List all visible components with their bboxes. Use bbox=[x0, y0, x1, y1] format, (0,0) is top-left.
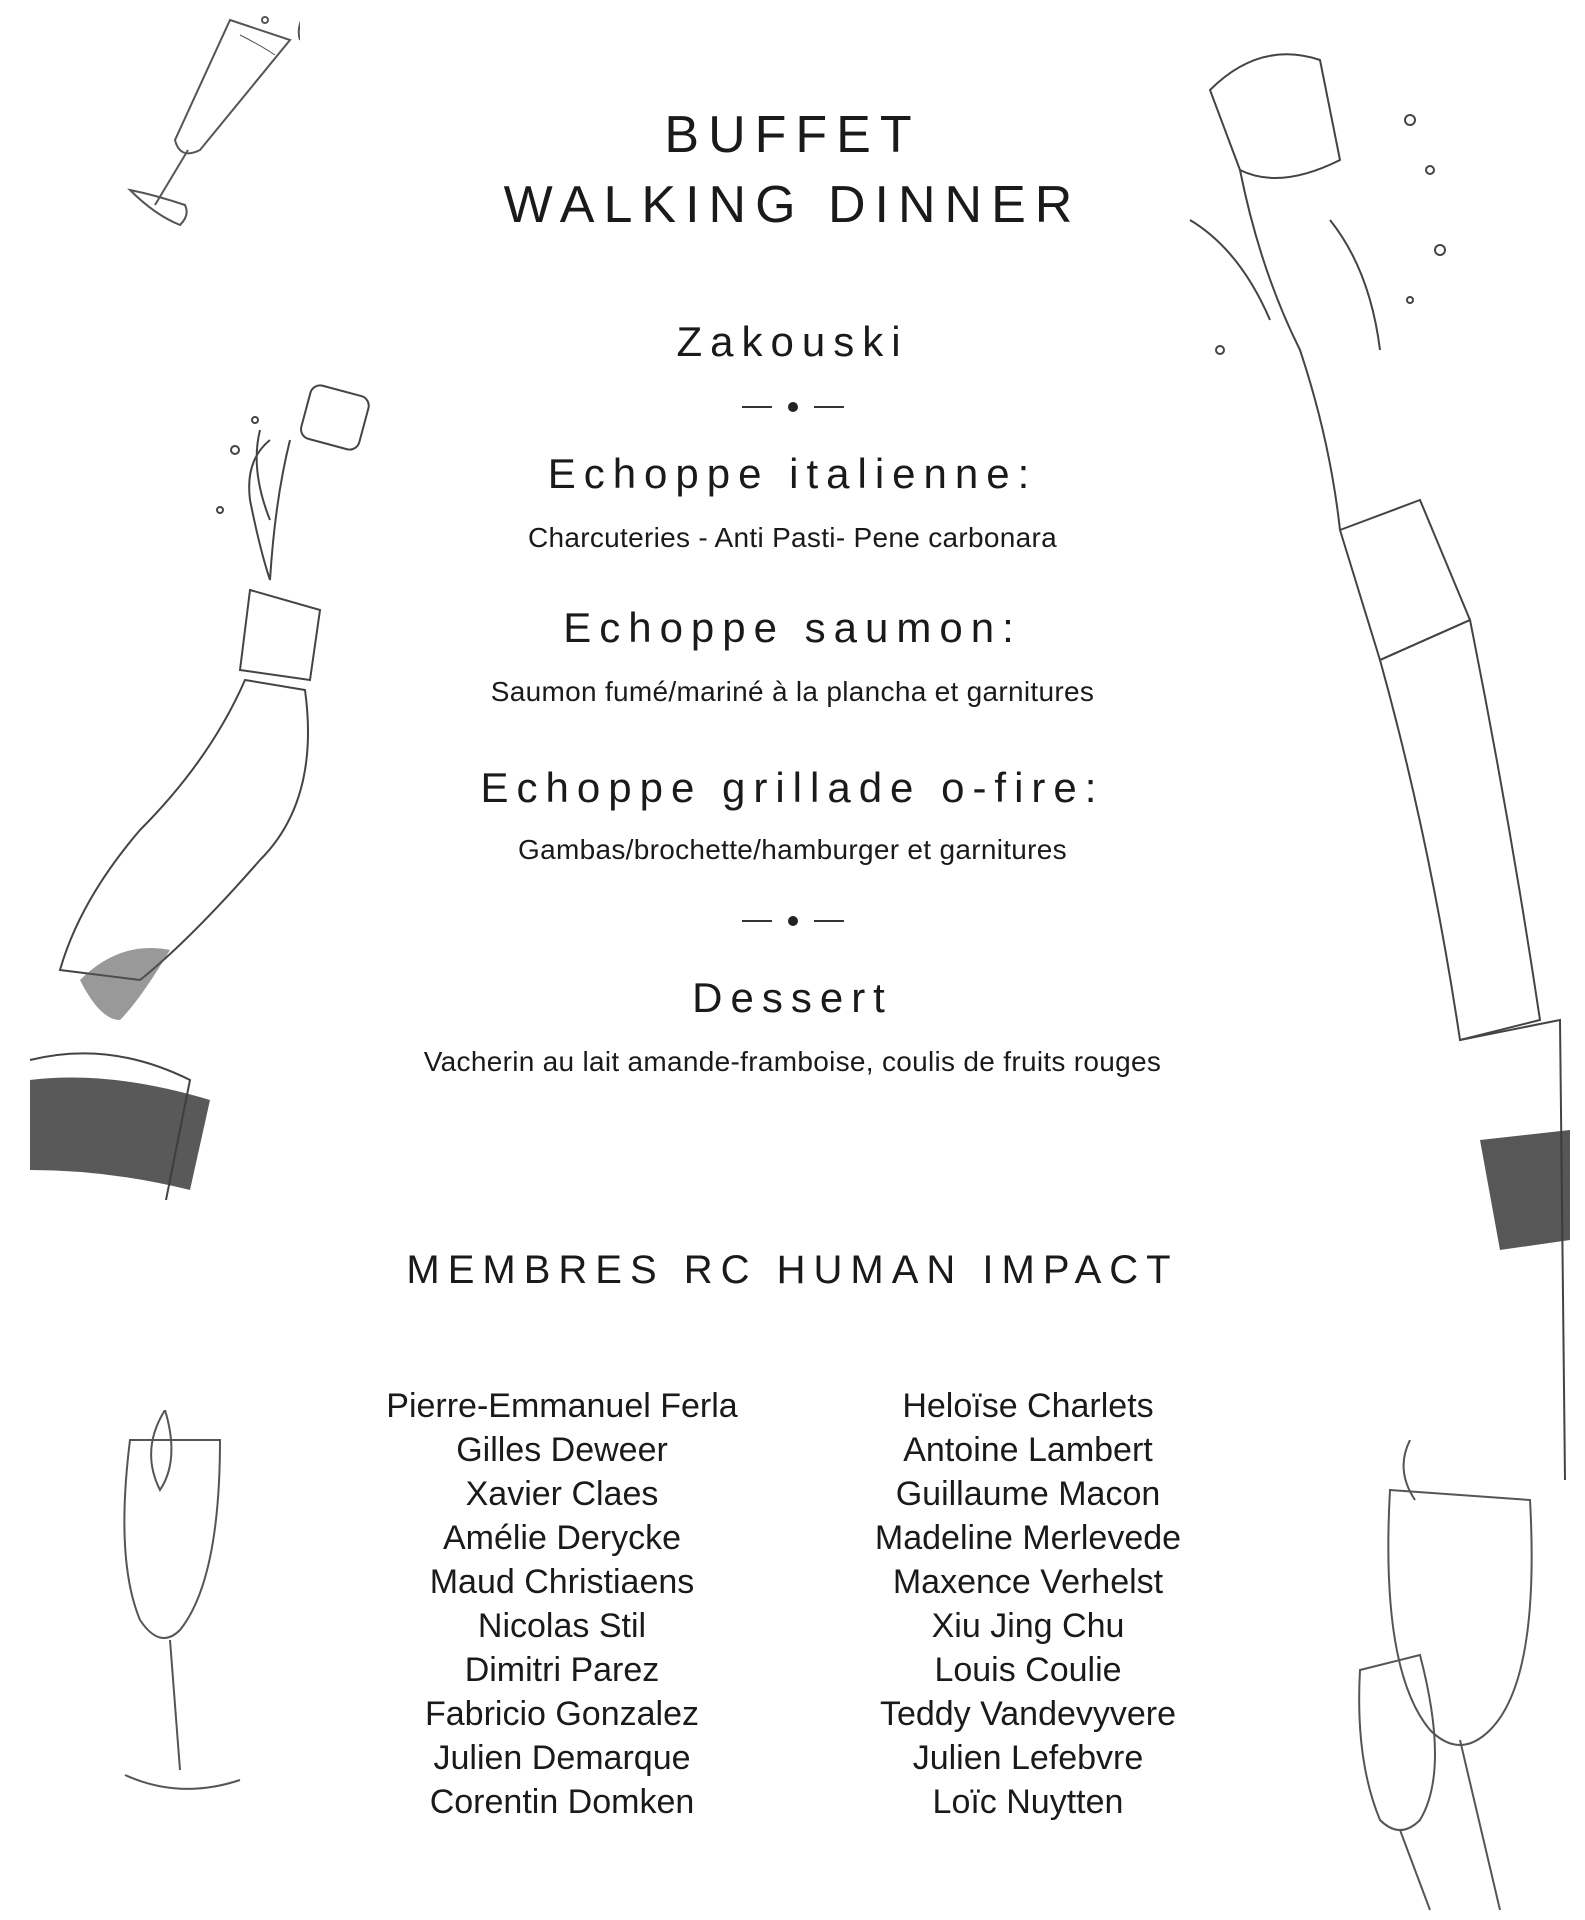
course-zakouski: Zakouski bbox=[676, 318, 909, 365]
member-name: Corentin Domken bbox=[429, 1783, 695, 1821]
clinking-glasses-icon bbox=[1340, 1440, 1585, 1920]
member-name: Maxence Verhelst bbox=[892, 1563, 1164, 1601]
divider bbox=[742, 400, 844, 414]
member-name: Louis Coulie bbox=[934, 1651, 1122, 1689]
members-list-left bbox=[302, 1384, 822, 1824]
member-name: Loïc Nuytten bbox=[932, 1783, 1124, 1821]
divider bbox=[742, 914, 844, 928]
member-name: Fabricio Gonzalez bbox=[424, 1695, 699, 1733]
member-name: Dimitri Parez bbox=[464, 1651, 660, 1689]
title-line-1: BUFFET bbox=[664, 106, 921, 164]
course-grill-title: Echoppe grillade o-fire: bbox=[480, 764, 1105, 811]
member-name: Gilles Deweer bbox=[456, 1431, 668, 1469]
page-title bbox=[0, 100, 1585, 240]
member-name: Xavier Claes bbox=[465, 1475, 659, 1513]
course-salmon-title: Echoppe saumon: bbox=[563, 604, 1022, 651]
course-italian-desc: Charcuteries - Anti Pasti- Pene carbonara bbox=[527, 522, 1057, 553]
member-name: Maud Christiaens bbox=[429, 1563, 695, 1601]
course-grill-desc: Gambas/brochette/hamburger et garnitures bbox=[518, 834, 1067, 865]
member-name: Nicolas Stil bbox=[477, 1607, 647, 1645]
course-salmon-desc: Saumon fumé/mariné à la plancha et garnitures bbox=[490, 676, 1095, 707]
member-name: Guillaume Macon bbox=[895, 1475, 1161, 1513]
member-name: Amélie Derycke bbox=[442, 1519, 682, 1557]
member-name: Julien Demarque bbox=[433, 1739, 691, 1777]
course-dessert-title: Dessert bbox=[692, 974, 893, 1021]
title-line-2: WALKING DINNER bbox=[503, 176, 1082, 234]
course-dessert-desc: Vacherin au lait amande-framboise, coulis de fruits rouges bbox=[423, 1046, 1162, 1077]
course-italian-title: Echoppe italienne: bbox=[547, 450, 1038, 497]
member-name: Madeline Merlevede bbox=[874, 1519, 1182, 1557]
members-title: MEMBRES RC HUMAN IMPACT bbox=[406, 1248, 1179, 1292]
member-name: Antoine Lambert bbox=[903, 1431, 1153, 1469]
member-name: Xiu Jing Chu bbox=[931, 1607, 1125, 1645]
member-name: Pierre-Emmanuel Ferla bbox=[386, 1387, 738, 1425]
member-name: Teddy Vandevyvere bbox=[879, 1695, 1177, 1733]
member-name: Heloïse Charlets bbox=[902, 1387, 1154, 1425]
members-list-right bbox=[768, 1384, 1288, 1824]
champagne-glass-icon bbox=[70, 1410, 260, 1830]
member-name: Julien Lefebvre bbox=[912, 1739, 1144, 1777]
